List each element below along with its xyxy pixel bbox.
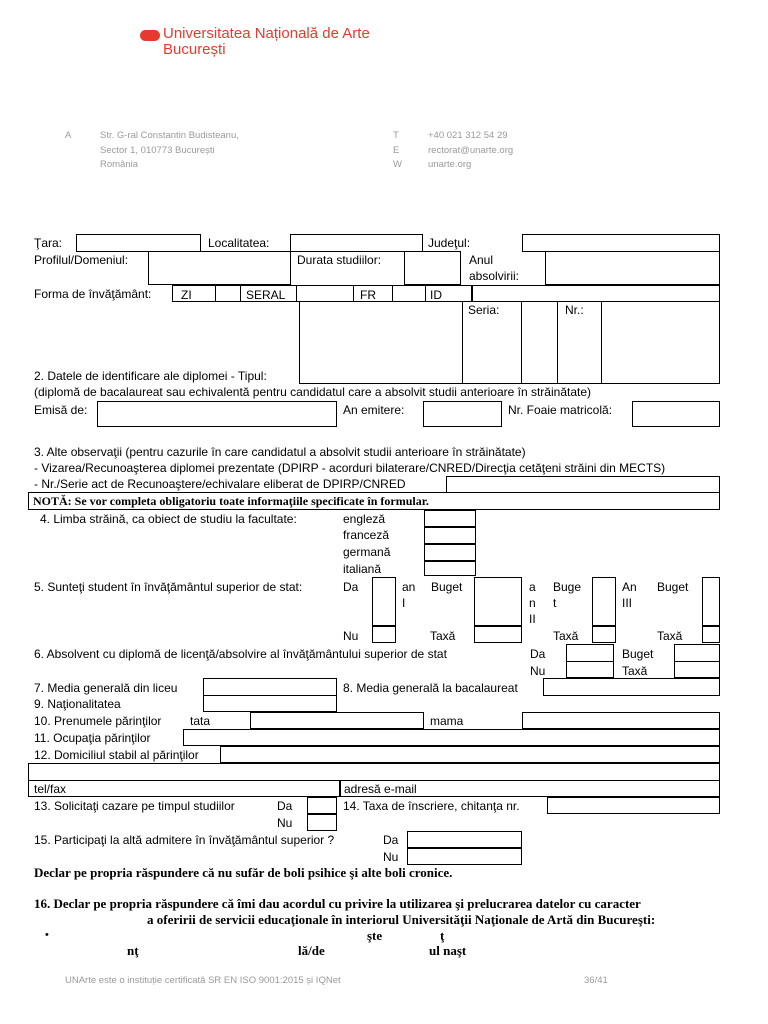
year-2-a: a [529,580,536,594]
duration-field[interactable] [404,251,461,285]
divider [557,301,558,384]
page-number: 36/41 [584,975,608,986]
fragment-nt: nţ [127,943,139,958]
year-1-budget-box[interactable] [474,577,522,626]
registration-fee-label: 14. Taxa de înscriere, chitanţa nr. [343,799,520,813]
country-field[interactable] [76,234,201,252]
year-3-fee: Taxă [657,629,683,643]
divider [296,285,297,302]
number-label: Nr.: [565,303,584,317]
section-6-title: 6. Absolvent cu diplomă de licenţă/absolvire al învăţământului superior de stat [34,647,447,661]
divider [353,285,354,302]
parents-address-field-2[interactable] [28,763,720,781]
locality-field[interactable] [290,234,423,252]
nationality-field[interactable] [203,695,337,712]
diploma-type-field[interactable] [299,301,720,384]
email-label: E [393,145,400,156]
accommodation-no: Nu [277,816,293,830]
section-3-act-label: - Nr./Serie act de Recunoaştere/echivalare eliberat de DPIRP/CNRED [34,477,406,491]
study-form-seral[interactable]: SERAL [246,288,286,302]
graduate-no-box[interactable] [566,661,614,678]
accommodation-yes: Da [277,799,293,813]
section-4-title: 4. Limba străină, ca obiect de studiu la facultate: [40,512,297,526]
issue-year-label: An emitere: [343,403,405,417]
divider [425,285,426,302]
student-yes-box[interactable] [372,577,396,626]
study-form-label: Forma de învăţământ: [34,287,152,301]
student-no-box[interactable] [372,626,396,643]
lang-german: germană [343,545,391,559]
year-3-budget: Buget [657,580,689,594]
graduate-yes: Da [530,647,546,661]
email-address-field[interactable] [340,780,720,797]
year-2-n: n [529,596,536,610]
county-label: Judeţul: [428,236,471,250]
transcript-number-label: Nr. Foaie matricolă: [508,403,613,417]
web-label: W [393,159,402,170]
lang-french: franceză [343,528,390,542]
graduate-no: Nu [530,664,546,678]
phone-label: T [393,130,399,141]
section-3-title: 3. Alte observaţii (pentru cazurile în care candidatul a absolvit studii anterioare în străinătate) [34,445,526,459]
bac-average-field[interactable] [543,678,720,696]
graduation-year-label: Anul [469,253,494,267]
lang-german-box[interactable] [424,544,476,561]
phone-fax-field[interactable] [28,780,340,797]
lang-english-box[interactable] [424,510,476,527]
study-form-fr[interactable]: FR [360,288,376,302]
section-2-note: (diplomă de bacalaureat sau echivalentă pentru candidatul care a absolvit studii anterioare în străinătate) [34,385,592,399]
lang-italian: italiană [343,562,382,576]
other-admission-label: 15. Participaţi la altă admitere în învăţământul superior ? [34,833,335,847]
issued-by-field[interactable] [97,401,337,427]
highschool-average-label: 7. Media generală din liceu [34,681,178,695]
contact-email: rectorat@unarte.org [428,145,514,156]
profile-field[interactable] [148,251,291,285]
fragment-ulnast: ul naşt [429,943,467,958]
graduate-budget-box[interactable] [674,644,720,662]
graduate-budget: Buget [622,647,654,661]
address-line2: Sector 1, 010773 București [100,145,215,156]
fragment-ste: şte [367,928,383,943]
year-2-budget: Buge [553,580,582,594]
phone-fax-label: tel/fax [34,782,67,796]
graduate-yes-box[interactable] [566,644,614,662]
series-label: Seria: [468,303,500,317]
section-5-title: 5. Sunteţi student în învăţământul superior de stat: [34,580,303,594]
year-3-budget-box[interactable] [702,577,720,626]
study-form-id[interactable]: ID [430,288,442,302]
country-label: Ţara: [34,236,63,250]
address-label: A [65,130,72,141]
accommodation-yes-box[interactable] [307,797,337,814]
year-3-fee-box[interactable] [702,626,720,643]
profile-label: Profilul/Domeniul: [34,253,129,267]
issue-year-field[interactable] [423,401,502,427]
address-line3: România [100,159,139,170]
study-form-zi[interactable]: ZI [181,288,192,302]
locality-label: Localitatea: [208,236,270,250]
parents-address-field[interactable] [220,746,720,763]
lang-italian-box[interactable] [424,561,476,576]
footer-certification: UNArte este o instituție certificată SR EN ISO 9001:2015 și IQNet [65,975,341,986]
mother-label: mama [430,714,464,728]
year-3-label: III [622,596,633,610]
bullet: • [45,929,49,941]
student-yes: Da [343,580,359,594]
fragment-lade: lă/de [298,943,325,958]
contact-website: unarte.org [428,159,472,170]
lang-english: engleză [343,512,386,526]
year-2-fee: Taxă [553,629,579,643]
father-label: tata [190,714,211,728]
recognition-act-field[interactable] [446,476,720,493]
study-form-grid [172,285,472,302]
accommodation-no-box[interactable] [307,814,337,831]
issued-by-label: Emisă de: [34,403,88,417]
student-no: Nu [343,629,359,643]
parents-names-label: 10. Prenumele părinţilor [34,714,162,728]
transcript-number-field[interactable] [632,401,720,427]
address-line1: Str. G-ral Constantin Budisteanu, [100,130,239,141]
divider [215,285,216,302]
divider [462,301,463,384]
university-name-line2: București [163,41,226,58]
nationality-label: 9. Naţionalitatea [34,697,121,711]
other-admission-no-box[interactable] [407,848,522,865]
divider [240,285,241,302]
year-1-budget: Buget [431,580,463,594]
declaration-data-consent-2: a oferirii de servicii educaţionale în interiorul Universităţii Naţionale de Artă din Bucureşti: [147,912,656,927]
other-admission-yes: Da [383,833,399,847]
other-admission-no: Nu [383,850,399,864]
year-1-fee: Taxă [430,629,456,643]
parents-occupation-field[interactable] [183,729,720,746]
divider [601,301,602,384]
section-2-title: 2. Datele de identificare ale diplomei - Tipul: [34,369,267,383]
year-1-fee-box[interactable] [474,626,522,643]
lang-french-box[interactable] [424,527,476,544]
phone-number: +40 021 312 54 29 [428,130,508,141]
university-name [163,26,370,58]
year-1-an: an [402,580,416,594]
other-admission-yes-box[interactable] [407,831,522,848]
year-1-label: I [402,596,406,610]
graduation-year-field[interactable] [545,251,720,285]
year-2-budget-box[interactable] [592,577,616,626]
registration-fee-field[interactable] [547,797,720,814]
county-field[interactable] [522,234,720,252]
divider [392,285,393,302]
parents-address-label: 12. Domiciliul stabil al părinţilor [34,748,199,762]
accommodation-label: 13. Solicitaţi cazare pe timpul studiilor [34,799,235,813]
email-address-label: adresă e-mail [344,782,417,796]
declaration-data-consent: 16. Declar pe propria răspundere că îmi dau acordul cu privire la utilizarea şi prelucrarea datelor cu caracter [34,896,641,911]
year-2-fee-box[interactable] [592,626,616,643]
graduate-fee: Taxă [622,664,648,678]
section-3-recognition: - Vizarea/Recunoaşterea diplomei prezentate (DPIRP - acorduri bilaterare/CNRED/Direcţia cetăţeni străini din MECTS) [34,461,666,475]
graduate-fee-box[interactable] [674,661,720,678]
study-form-extra [472,285,720,302]
father-name-field[interactable] [250,712,424,729]
mother-name-field[interactable] [522,712,720,729]
bac-average-label: 8. Media generală la bacalaureat [343,681,518,695]
highschool-average-field[interactable] [203,678,337,696]
graduation-year-label-2: absolvirii: [469,269,520,283]
year-2-budget-t: t [553,596,557,610]
year-3-an: An [622,580,637,594]
year-2-label: II [529,612,536,626]
declaration-health: Declar pe propria răspundere că nu sufăr de boli psihice şi alte boli cronice. [34,865,453,880]
fragment-t: ţ [440,928,445,943]
university-name-line1: Universitatea Națională de Arte [163,25,370,42]
note-text: NOTĂ: Se vor completa obligatoriu toate informaţiile specificate în formular. [33,494,429,508]
parents-occupation-label: 11. Ocupaţia părinţilor [34,731,151,745]
logo-mark [140,30,160,41]
duration-label: Durata studiilor: [297,253,382,267]
divider [521,301,522,384]
